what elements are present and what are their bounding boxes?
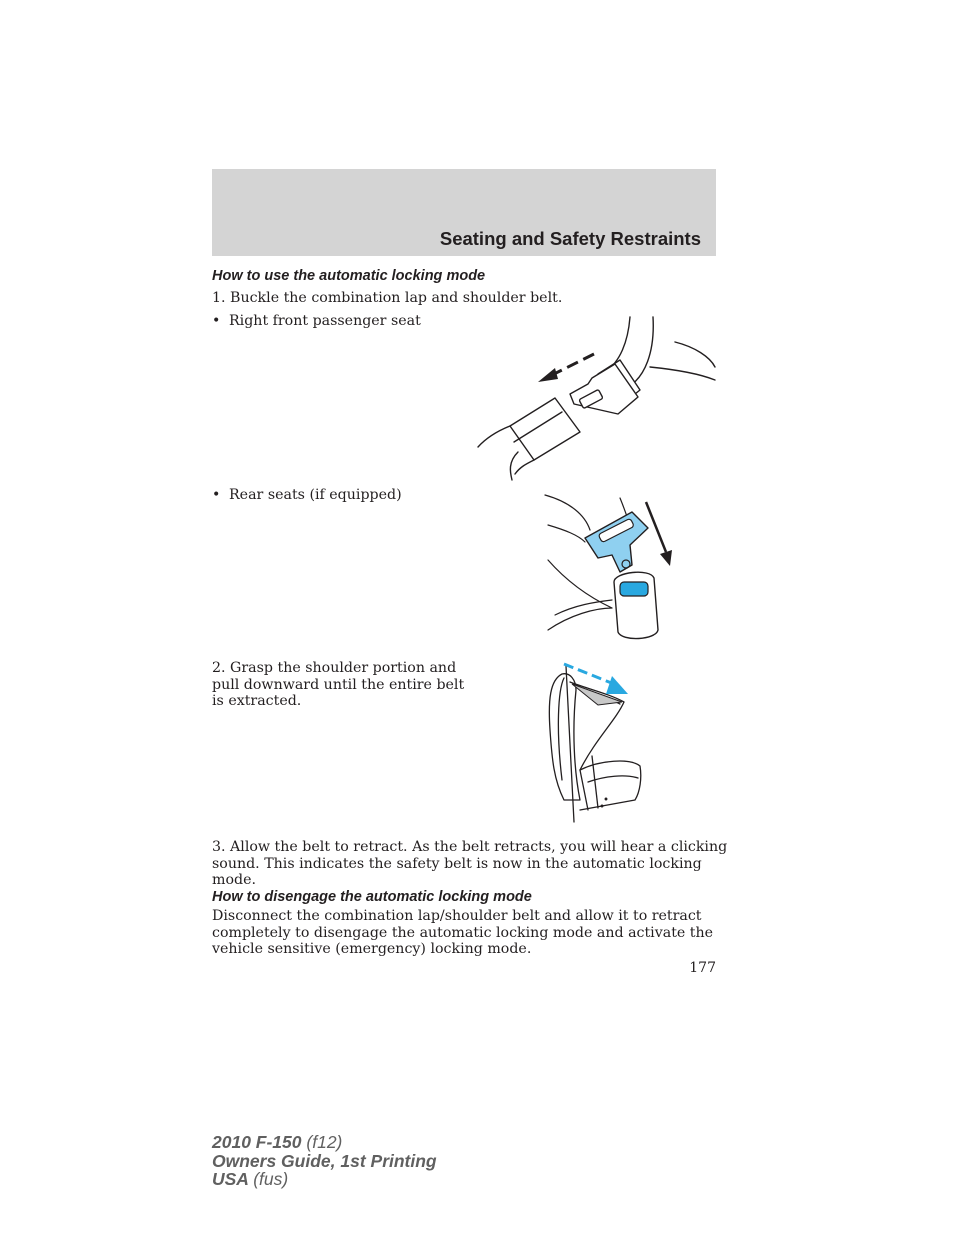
front-buckle-illustration	[470, 312, 720, 482]
seat-belt-extraction-illustration	[540, 660, 650, 830]
bullet-rear-label: Rear seats (if equipped)	[229, 487, 402, 503]
step-3-text	[212, 839, 727, 889]
document-footer	[212, 1133, 437, 1189]
disengage-line: Disconnect the combination lap/shoulder belt and allow it to retract	[212, 908, 702, 924]
rear-buckle-illustration	[540, 490, 680, 640]
step-2-line: is extracted.	[212, 693, 302, 709]
disengage-text	[212, 908, 713, 958]
step-1-text: 1. Buckle the combination lap and shoulder belt.	[212, 290, 563, 306]
bullet-rear-seats	[212, 487, 402, 504]
footer-line-model: 2010 F-150 (f12)	[212, 1132, 343, 1152]
heading-automatic-locking: How to use the automatic locking mode	[212, 268, 486, 284]
bullet-front-label: Right front passenger seat	[229, 313, 421, 329]
footer-line-market: USA (fus)	[212, 1169, 289, 1189]
footer-line-guide: Owners Guide, 1st Printing	[212, 1150, 437, 1171]
bullet-front-passenger	[212, 313, 421, 330]
section-header-band	[212, 169, 716, 256]
bullet-icon: •	[212, 487, 221, 503]
disengage-line: vehicle sensitive (emergency) locking mode.	[212, 941, 532, 957]
section-title: Seating and Safety Restraints	[439, 228, 701, 249]
step-2-text	[212, 660, 464, 710]
step-3-line: 3. Allow the belt to retract. As the belt retracts, you will hear a clicking	[212, 839, 728, 855]
step-2-line: 2. Grasp the shoulder portion and	[212, 660, 457, 676]
step-2-line: pull downward until the entire belt	[212, 676, 465, 693]
heading-disengage: How to disengage the automatic locking mode	[212, 889, 532, 905]
disengage-line: completely to disengage the automatic locking mode and activate the	[212, 924, 714, 941]
page-number: 177	[689, 960, 716, 976]
bullet-icon: •	[212, 313, 221, 329]
step-3-line: sound. This indicates the safety belt is now in the automatic locking	[212, 855, 702, 872]
step-3-line: mode.	[212, 872, 256, 888]
